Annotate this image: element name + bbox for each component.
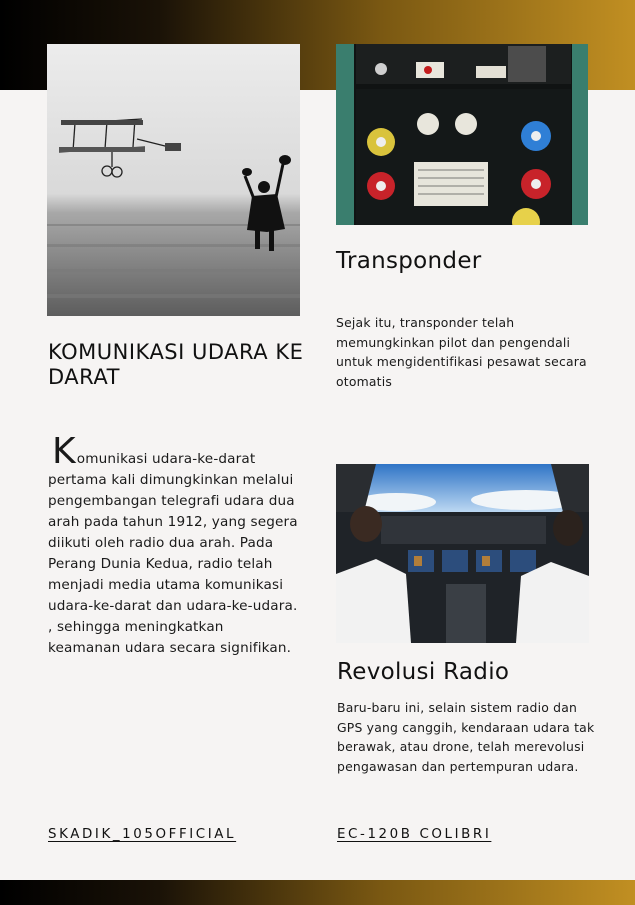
bottom-gradient-band (0, 880, 635, 905)
footer-link-colibri[interactable]: EC-120B COLIBRI (337, 827, 492, 842)
cockpit-pilots-photo (336, 464, 589, 643)
ground-comms-text: omunikasi udara-ke-darat pertama kali dimungkinkan melalui pengembangan telegrafi udara dua arah pada tahun 1912, yang segera diikuti oleh radio dua arah. Pada Perang Dunia Kedua, radio telah menjadi media utama komunikasi udara-ke-darat dan udara-ke-udara. , sehingga meningkatkan keamanan udara secara signifikan. (48, 451, 298, 656)
early-biplane-photo (47, 44, 300, 316)
dropcap: K (52, 431, 76, 472)
transponder-title: Transponder (336, 248, 482, 274)
transponder-text: Sejak itu, transponder telah memungkinkan pilot dan pengendali untuk mengidentifikasi pesawat secara otomatis (336, 315, 587, 389)
footer-link-skadik[interactable]: SKADIK_105OFFICIAL (48, 827, 237, 842)
radio-revolution-title: Revolusi Radio (337, 659, 510, 685)
transponder-panel-photo (336, 44, 588, 225)
ground-comms-body (48, 431, 300, 659)
section-heading-ground-comms: KOMUNIKASI UDARA KE DARAT (48, 340, 304, 389)
radio-revolution-text: Baru-baru ini, selain sistem radio dan GPS yang canggih, kendaraan udara tak berawak, atau drone, telah merevolusi pengawasan dan pertempuran udara. (337, 700, 595, 774)
